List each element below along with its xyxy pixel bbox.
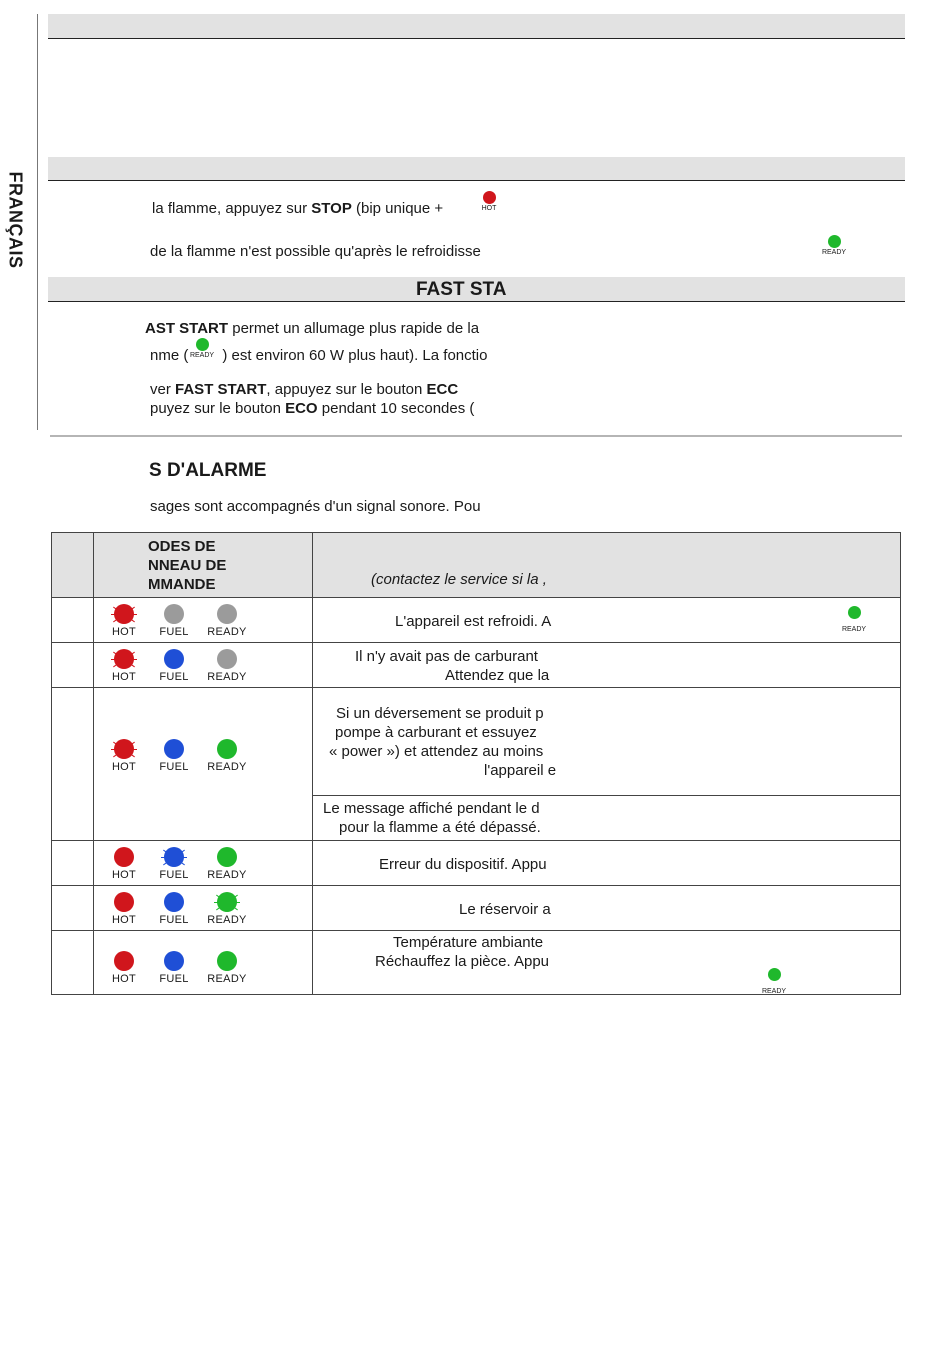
language-tab <box>0 150 30 290</box>
description-cell: Si un déversement se produit p pompe à carburant et essuyez « power ») et attendez au moins l'appareil e <box>313 688 901 796</box>
extinction-band <box>48 157 905 181</box>
description-cell: Le réservoir a <box>313 886 901 931</box>
ready-led-icon: READY <box>197 649 257 683</box>
ready-led-icon: READY <box>182 338 222 359</box>
led-cell <box>94 931 313 995</box>
hot-led-icon: HOT <box>94 649 154 683</box>
alarm-table <box>51 532 901 995</box>
ready-led-icon: READY <box>754 968 794 1001</box>
fuel-led-icon: FUEL <box>144 951 204 985</box>
alarm-section-title: S D'ALARME <box>149 460 267 481</box>
blank-area <box>506 195 806 225</box>
language-label: FRANÇAIS <box>5 171 26 269</box>
led-cell <box>94 688 313 841</box>
alarm-intro: sages sont accompagnés d'un signal sonore. Pou <box>150 498 481 515</box>
description-cell: Le message affiché pendant le d pour la flamme a été dépassé. <box>313 796 901 841</box>
table-row <box>52 643 901 688</box>
fast-start-line-1: AST START permet un allumage plus rapide de la <box>145 320 480 337</box>
header-cell-description: (contactez le service si la , <box>313 533 901 598</box>
ready-led-icon: READY <box>197 604 257 638</box>
margin-rule <box>37 14 38 430</box>
led-cell <box>94 598 313 643</box>
fast-start-line-4: puyez sur le bouton ECO pendant 10 secondes ( <box>150 400 475 417</box>
hot-led-icon: HOT <box>94 951 154 985</box>
fuel-led-icon: FUEL <box>144 847 204 881</box>
fast-start-title: FAST STA <box>416 279 507 300</box>
extinction-line-1: la flamme, appuyez sur STOP (bip unique + <box>152 200 444 217</box>
led-cell <box>94 841 313 886</box>
description-cell: Il n'y avait pas de carburant Attendez que la <box>313 643 901 688</box>
fast-start-line-2: nme ( ) est environ 60 W plus haut). La fonctio <box>150 347 488 364</box>
hot-led-icon: HOT <box>94 892 154 926</box>
ready-led-icon: READY <box>834 606 874 639</box>
hot-led-icon: HOT <box>94 739 154 773</box>
fast-start-line-3: ver FAST START, appuyez sur le bouton ECC <box>150 381 459 398</box>
extinction-line-2: de la flamme n'est possible qu'après le refroidisse <box>150 243 481 260</box>
header-cell-index <box>52 533 94 598</box>
hot-led-icon: HOT <box>469 191 509 212</box>
ready-led-icon: READY <box>197 739 257 773</box>
table-row <box>52 841 901 886</box>
ready-led-icon: READY <box>197 892 257 926</box>
section-divider <box>50 435 902 437</box>
fuel-led-icon: FUEL <box>144 604 204 638</box>
led-cell <box>94 643 313 688</box>
hot-led-icon: HOT <box>94 847 154 881</box>
description-cell: L'appareil est refroidi. A READY <box>313 598 901 643</box>
fuel-led-icon: FUEL <box>144 892 204 926</box>
fuel-led-icon: FUEL <box>144 649 204 683</box>
description-cell: Erreur du dispositif. Appu <box>313 841 901 886</box>
hot-led-icon: HOT <box>94 604 154 638</box>
fuel-led-icon: FUEL <box>144 739 204 773</box>
table-row <box>52 598 901 643</box>
led-cell <box>94 886 313 931</box>
table-row <box>52 886 901 931</box>
ready-led-icon: READY <box>814 235 854 256</box>
description-cell: Température ambiante Réchauffez la pièce. Appu READY <box>313 931 901 995</box>
top-band <box>48 14 905 39</box>
ready-led-icon: READY <box>197 847 257 881</box>
table-header-row <box>52 533 901 598</box>
table-row <box>52 931 901 995</box>
ready-led-icon: READY <box>197 951 257 985</box>
table-row <box>52 688 901 796</box>
header-cell-led: ODES DE NNEAU DE MMANDE <box>94 533 313 598</box>
